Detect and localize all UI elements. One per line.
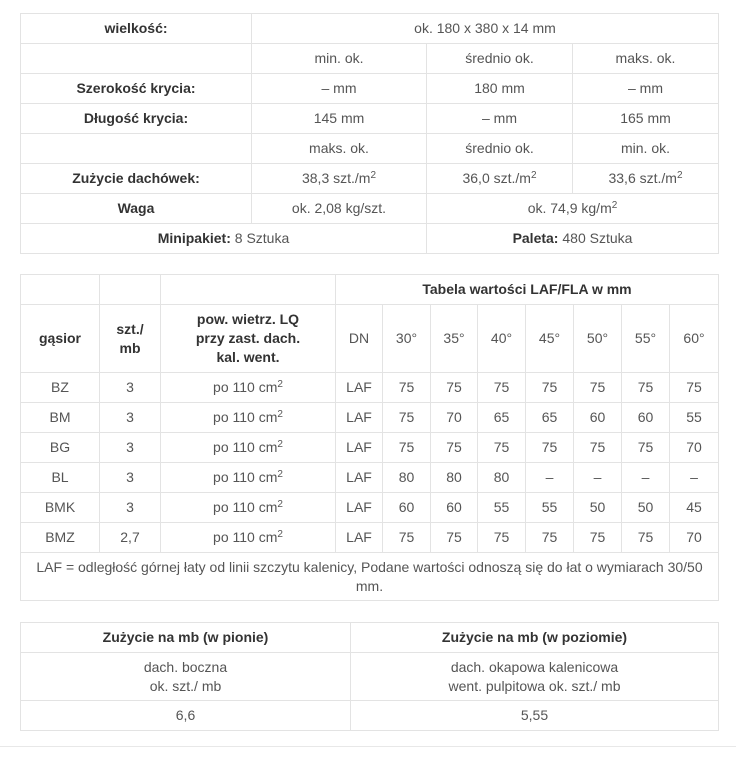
laf-value: 70 (670, 523, 719, 553)
superscript: 2 (676, 170, 683, 181)
laf-value: 75 (622, 373, 670, 403)
laf-value: 75 (383, 403, 431, 433)
size-value: ok. 180 x 380 x 14 mm (252, 14, 719, 44)
value: po 110 cm (213, 409, 278, 425)
coverage-header-min: min. ok. (252, 44, 427, 74)
vertical-consumption-desc (21, 653, 351, 701)
laf-value: 75 (526, 433, 574, 463)
pieces-per-meter: 2,7 (100, 523, 161, 553)
header-angle: 50° (574, 305, 622, 373)
laf-footnote: LAF = odległość górnej łaty od linii szczytu kalenicy, Podane wartości odnoszą się do łat o wymiarach 30/50 mm. (21, 553, 719, 601)
pallet-cell (427, 224, 719, 254)
header-dn: DN (336, 305, 383, 373)
laf-value: 60 (431, 493, 478, 523)
coverage-width-label: Szerokość krycia: (21, 74, 252, 104)
horizontal-consumption-desc (351, 653, 719, 701)
table-row (21, 373, 719, 403)
laf-value: 50 (574, 493, 622, 523)
laf-value: 75 (478, 523, 526, 553)
laf-value: 55 (478, 493, 526, 523)
laf-value: 80 (478, 463, 526, 493)
laf-value: 80 (383, 463, 431, 493)
laf-value: – (670, 463, 719, 493)
ventilation-area (161, 403, 336, 433)
pieces-per-meter: 3 (100, 403, 161, 433)
laf-value: 75 (574, 523, 622, 553)
laf-value: 75 (478, 373, 526, 403)
coverage-width-min: – mm (252, 74, 427, 104)
coverage-width-max: – mm (573, 74, 719, 104)
dn-value: LAF (336, 433, 383, 463)
header-line: kal. went. (216, 349, 280, 365)
value: po 110 cm (213, 379, 278, 395)
superscript: 2 (277, 499, 283, 510)
coverage-length-max: 165 mm (573, 104, 719, 134)
horizontal-consumption-header: Zużycie na mb (w poziomie) (351, 623, 719, 653)
coverage-length-avg: – mm (427, 104, 573, 134)
value: po 110 cm (213, 499, 278, 515)
pieces-per-meter: 3 (100, 373, 161, 403)
laf-table-title: Tabela wartości LAF/FLA w mm (336, 275, 719, 305)
pieces-per-meter: 3 (100, 493, 161, 523)
header-angle: 40° (478, 305, 526, 373)
value: ok. 74,9 kg/m (527, 200, 612, 216)
dn-value: LAF (336, 493, 383, 523)
minipack-label: Minipakiet: (157, 230, 231, 246)
dn-value: LAF (336, 523, 383, 553)
value: po 110 cm (213, 529, 278, 545)
consumption-per-meter-table (20, 622, 719, 731)
laf-value: 70 (670, 433, 719, 463)
header-pieces-per-meter (100, 305, 161, 373)
laf-value: 75 (383, 523, 431, 553)
coverage-length-min: 145 mm (252, 104, 427, 134)
desc-line: dach. boczna (143, 658, 228, 675)
laf-value: 75 (574, 373, 622, 403)
size-label: wielkość: (21, 14, 252, 44)
laf-value: 75 (431, 523, 478, 553)
laf-value: 75 (431, 373, 478, 403)
laf-value: – (622, 463, 670, 493)
superscript: 2 (277, 409, 283, 420)
pieces-per-meter: 3 (100, 433, 161, 463)
ridge-tile-name: BL (21, 463, 100, 493)
consumption-header-min: min. ok. (573, 134, 719, 164)
superscript: 2 (277, 439, 283, 450)
superscript: 2 (370, 170, 377, 181)
table-row (21, 463, 719, 493)
tile-consumption-min (573, 164, 719, 194)
table-row (21, 403, 719, 433)
empty-cell (161, 275, 336, 305)
pallet-value: 480 Sztuka (562, 230, 633, 246)
laf-value: 75 (526, 523, 574, 553)
empty-cell (21, 44, 252, 74)
header-angle: 30° (383, 305, 431, 373)
minipack-cell (21, 224, 427, 254)
superscript: 2 (277, 469, 283, 480)
header-ventilation-area (161, 305, 336, 373)
table-row (21, 493, 719, 523)
laf-value: 50 (622, 493, 670, 523)
ridge-tile-name: BZ (21, 373, 100, 403)
laf-value: 75 (526, 373, 574, 403)
ridge-laf-table (20, 274, 719, 601)
ventilation-area (161, 493, 336, 523)
laf-value: 75 (574, 433, 622, 463)
vertical-consumption-value: 6,6 (21, 701, 351, 731)
pallet-label: Paleta: (512, 230, 559, 246)
divider (0, 746, 736, 747)
laf-value: 55 (670, 403, 719, 433)
consumption-header-avg: średnio ok. (427, 134, 573, 164)
tile-consumption-max (252, 164, 427, 194)
superscript: 2 (277, 379, 283, 390)
dn-value: LAF (336, 403, 383, 433)
value: 36,0 szt./m (462, 170, 531, 186)
pieces-per-meter: 3 (100, 463, 161, 493)
empty-cell (100, 275, 161, 305)
dn-value: LAF (336, 373, 383, 403)
laf-value: – (574, 463, 622, 493)
coverage-header-avg: średnio ok. (427, 44, 573, 74)
tile-consumption-avg (427, 164, 573, 194)
superscript: 2 (611, 200, 618, 211)
laf-value: 75 (622, 523, 670, 553)
header-line: szt./ (116, 320, 144, 337)
ridge-tile-name: BG (21, 433, 100, 463)
ridge-tile-name: BM (21, 403, 100, 433)
laf-value: 75 (383, 373, 431, 403)
laf-value: 65 (478, 403, 526, 433)
desc-line: dach. okapowa kalenicowa (450, 658, 619, 675)
header-line: przy zast. dach. (195, 330, 301, 346)
laf-value: 55 (526, 493, 574, 523)
laf-value: 60 (574, 403, 622, 433)
minipack-value: 8 Sztuka (234, 230, 290, 246)
ventilation-area (161, 523, 336, 553)
header-angle: 35° (431, 305, 478, 373)
ridge-tile-name: BMZ (21, 523, 100, 553)
value: po 110 cm (213, 469, 278, 485)
laf-value: – (526, 463, 574, 493)
coverage-width-avg: 180 mm (427, 74, 573, 104)
laf-value: 75 (478, 433, 526, 463)
horizontal-consumption-value: 5,55 (351, 701, 719, 731)
vertical-consumption-header: Zużycie na mb (w pionie) (21, 623, 351, 653)
desc-line: ok. szt./ mb (149, 677, 222, 694)
laf-value: 75 (431, 433, 478, 463)
laf-value: 75 (622, 433, 670, 463)
laf-value: 60 (622, 403, 670, 433)
header-line: mb (119, 339, 141, 356)
dn-value: LAF (336, 463, 383, 493)
ventilation-area (161, 373, 336, 403)
desc-line: went. pulpitowa ok. szt./ mb (448, 677, 621, 694)
tile-consumption-label: Zużycie dachówek: (21, 164, 252, 194)
laf-value: 80 (431, 463, 478, 493)
value: 33,6 szt./m (608, 170, 677, 186)
header-angle: 55° (622, 305, 670, 373)
superscript: 2 (277, 529, 283, 540)
weight-per-piece: ok. 2,08 kg/szt. (252, 194, 427, 224)
consumption-header-max: maks. ok. (252, 134, 427, 164)
coverage-header-max: maks. ok. (573, 44, 719, 74)
header-angle: 45° (526, 305, 574, 373)
ridge-tile-name: BMK (21, 493, 100, 523)
laf-value: 75 (383, 433, 431, 463)
ventilation-area (161, 463, 336, 493)
empty-cell (21, 134, 252, 164)
laf-value: 65 (526, 403, 574, 433)
laf-value: 45 (670, 493, 719, 523)
table-row (21, 523, 719, 553)
header-angle: 60° (670, 305, 719, 373)
laf-value: 60 (383, 493, 431, 523)
product-spec-table (20, 13, 719, 254)
laf-value: 75 (670, 373, 719, 403)
superscript: 2 (530, 170, 537, 181)
laf-value: 70 (431, 403, 478, 433)
coverage-length-label: Długość krycia: (21, 104, 252, 134)
table-row (21, 433, 719, 463)
empty-cell (21, 275, 100, 305)
header-ridge-tile: gąsior (21, 305, 100, 373)
weight-label: Waga (21, 194, 252, 224)
header-line: pow. wietrz. LQ (196, 311, 300, 327)
value: 38,3 szt./m (301, 170, 371, 186)
ventilation-area (161, 433, 336, 463)
weight-per-area (427, 194, 719, 224)
value: po 110 cm (213, 439, 278, 455)
